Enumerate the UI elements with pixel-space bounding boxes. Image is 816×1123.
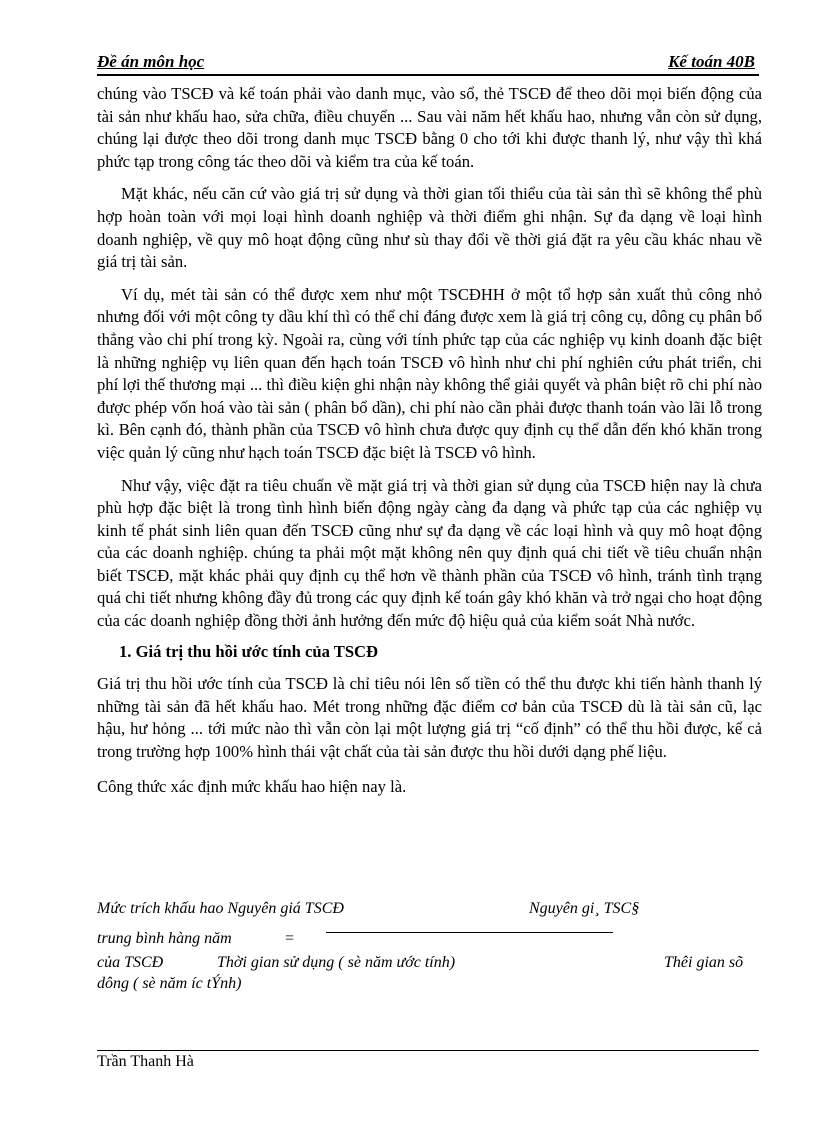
section-paragraph: Giá trị thu hồi ước tính của TSCĐ là chỉ tiêu nói lên số tiền có thể thu được khi tiến hành thanh lý những tài sản đã hết khấu hao. Mét trong những đặc điểm cơ bản của TSCĐ dù là tài sản cũ, lạc hậu, hư hỏng ... tới mức nào thì vẫn còn lại một lượng giá trị “cố định” có thể thu hồi được, kể cả trong trường hợp 100% hình thái vật chất của tài sản được thu hồi dưới dạng phế liệu. xyxy=(97,674,762,762)
fraction-bar xyxy=(326,932,613,933)
document-body xyxy=(97,83,762,810)
formula-equals: = xyxy=(285,930,295,947)
paragraph: chúng vào TSCĐ và kế toán phải vào danh mục, vào sổ, thẻ TSCĐ để theo dõi mọi biến động của tài sản như khấu hao, sửa chữa, điều chuyển ... Sau vài năm hết khấu hao, nhưng vẫn còn sử dụng, chúng lại được theo dõi trong danh mục TSCĐ bằng 0 cho tới khi được thanh lý, như vậy thì khá phức tạp trong công tác theo dõi và kiểm tra của kế toán. xyxy=(97,84,762,171)
section-heading: 1. Giá trị thu hồi ước tính của TSCĐ xyxy=(119,641,379,661)
formula-line1-left: Mức trích khấu hao Nguyên giá TSCĐ xyxy=(97,900,344,917)
header-class-name: Kế toán 40B xyxy=(668,52,755,71)
formula-line4-left: dông ( sè năm íc tÝnh) xyxy=(97,975,242,992)
footer-divider xyxy=(97,1050,759,1051)
formula-line2-left: trung bình hàng năm xyxy=(97,930,232,947)
formula-line3-right: Thêi gian sõ xyxy=(664,954,744,971)
paragraph: Mặt khác, nếu căn cứ vào giá trị sử dụng và thời gian tối thiểu của tài sản thì sẽ không thể phù hợp hoàn toàn với mọi loại hình doanh nghiệp và thời điểm ghi nhận. Sự đa dạng về loại hình doanh nghiệp, về quy mô hoạt động cũng như sù thay đổi về thời giá đặt ra yêu cầu khác nhau về giá trị tài sản. xyxy=(97,184,762,272)
depreciation-formula xyxy=(97,900,762,1000)
paragraph: Như vậy, việc đặt ra tiêu chuẩn về mặt giá trị và thời gian sử dụng của TSCĐ hiện nay là chưa phù hợp đặc biệt là trong tình hình biến động ngày càng đa dạng và phức tạp của các nghiệp vụ kinh tế phát sinh liên quan đến TSCĐ cũng như sự đa dạng về các loại hình và quy mô hoạt động của các doanh nghiệp. chúng ta phải một mặt không nên quy định quá chi tiết về tiêu chuẩn nhận biết TSCĐ, mặt khác phải quy định cụ thể hơn về thành phần của TSCĐ vô hình, tránh tình trạng quá chi tiết nhưng không đầy đủ trong các quy định kế toán gây khó khăn và trở ngại cho hoạt động của các doanh nghiệp đồng thời ảnh hưởng đến mức độ hiệu quả của kiểm soát Nhà nước. xyxy=(97,475,762,631)
formula-line3-mid: Thời gian sử dụng ( sè năm ước tính) xyxy=(217,954,456,971)
formula-line3-left: của TSCĐ xyxy=(97,954,164,971)
formula-intro: Công thức xác định mức khấu hao hiện nay là. xyxy=(97,776,407,796)
header-course-title: Đề án môn học xyxy=(97,52,205,71)
formula-line1-right: Nguyên gi¸ TSC§ xyxy=(529,900,640,917)
page-header xyxy=(97,50,759,76)
paragraph: Ví dụ, mét tài sản có thể được xem như một TSCĐHH ở một tổ hợp sản xuất thủ công nhỏ nhưng đối với một công ty dầu khí thì có thể chỉ đáng được xem là giá trị công cụ, dông cụ phân bổ thẳng vào chi phí trong kỳ. Ngoài ra, cùng với tính phức tạp của các nghiệp vụ kinh doanh đặc biệt là những nghiệp vụ liên quan đến hạch toán TSCĐ vô hình như chi phí nghiên cứu phát triển, chi phí lợi thế thương mại ... thì điều kiện ghi nhận này không thể giải quyết và phân biệt rõ chi phí nào được phép vốn hoá vào tài sản ( phân bổ dần), chi phí nào cần phải được thanh toán vào lãi lỗ trong kì. Bên cạnh đó, thành phần của TSCĐ vô hình chưa được quy định cụ thể dẫn đến khó khăn trong việc quản lý cũng như hạch toán TSCĐ đặc biệt là TSCĐ vô hình. xyxy=(97,284,762,462)
footer-author: Trần Thanh Hà xyxy=(97,1053,194,1070)
